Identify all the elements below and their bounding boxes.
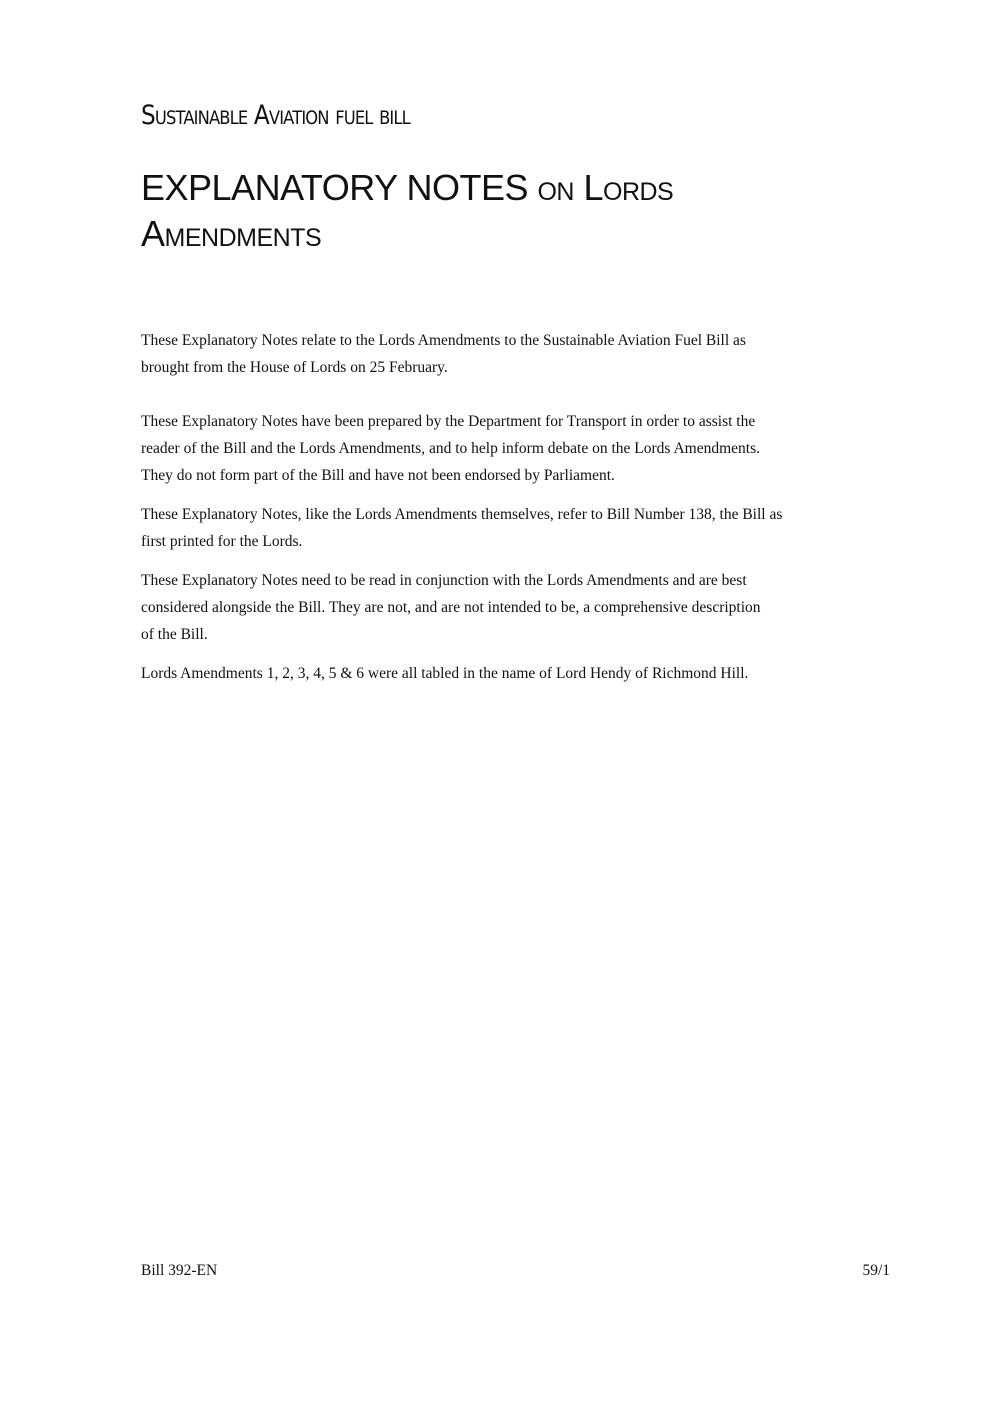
document-body bbox=[141, 327, 782, 699]
paragraph bbox=[141, 501, 782, 555]
document-title bbox=[141, 165, 673, 257]
text-line: of the Bill. bbox=[141, 626, 208, 643]
paragraph bbox=[141, 660, 782, 687]
text-line: considered alongside the Bill. They are not, and are not intended to be, a comprehensive description bbox=[141, 599, 761, 616]
text-line: Lords Amendments 1, 2, 3, 4, 5 & 6 were all tabled in the name of Lord Hendy of Richmond Hill. bbox=[141, 665, 749, 682]
text-line: These Explanatory Notes relate to the Lords Amendments to the Sustainable Aviation Fuel Bill as bbox=[141, 332, 746, 349]
text-line: These Explanatory Notes have been prepared by the Department for Transport in order to assist the bbox=[141, 413, 756, 430]
paragraph bbox=[141, 327, 782, 381]
paragraph bbox=[141, 408, 782, 489]
text-line: first printed for the Lords. bbox=[141, 533, 303, 550]
text-line: They do not form part of the Bill and have not been endorsed by Parliament. bbox=[141, 467, 615, 484]
bill-name: Sustainable Aviation fuel bill bbox=[141, 100, 410, 131]
footer-bill-ref: Bill 392-EN bbox=[141, 1262, 218, 1279]
title-line-2: Amendments bbox=[141, 213, 322, 254]
text-line: These Explanatory Notes, like the Lords Amendments themselves, refer to Bill Number 138, the Bill as bbox=[141, 506, 783, 523]
text-line: These Explanatory Notes need to be read in conjunction with the Lords Amendments and are best bbox=[141, 572, 747, 589]
paragraph bbox=[141, 567, 782, 648]
text-line: brought from the House of Lords on 25 February. bbox=[141, 359, 448, 376]
text-line: reader of the Bill and the Lords Amendments, and to help inform debate on the Lords Amendments. bbox=[141, 440, 760, 457]
title-line-1: EXPLANATORY NOTES on Lords bbox=[141, 167, 674, 208]
footer-page-ref: 59/1 bbox=[862, 1262, 890, 1279]
